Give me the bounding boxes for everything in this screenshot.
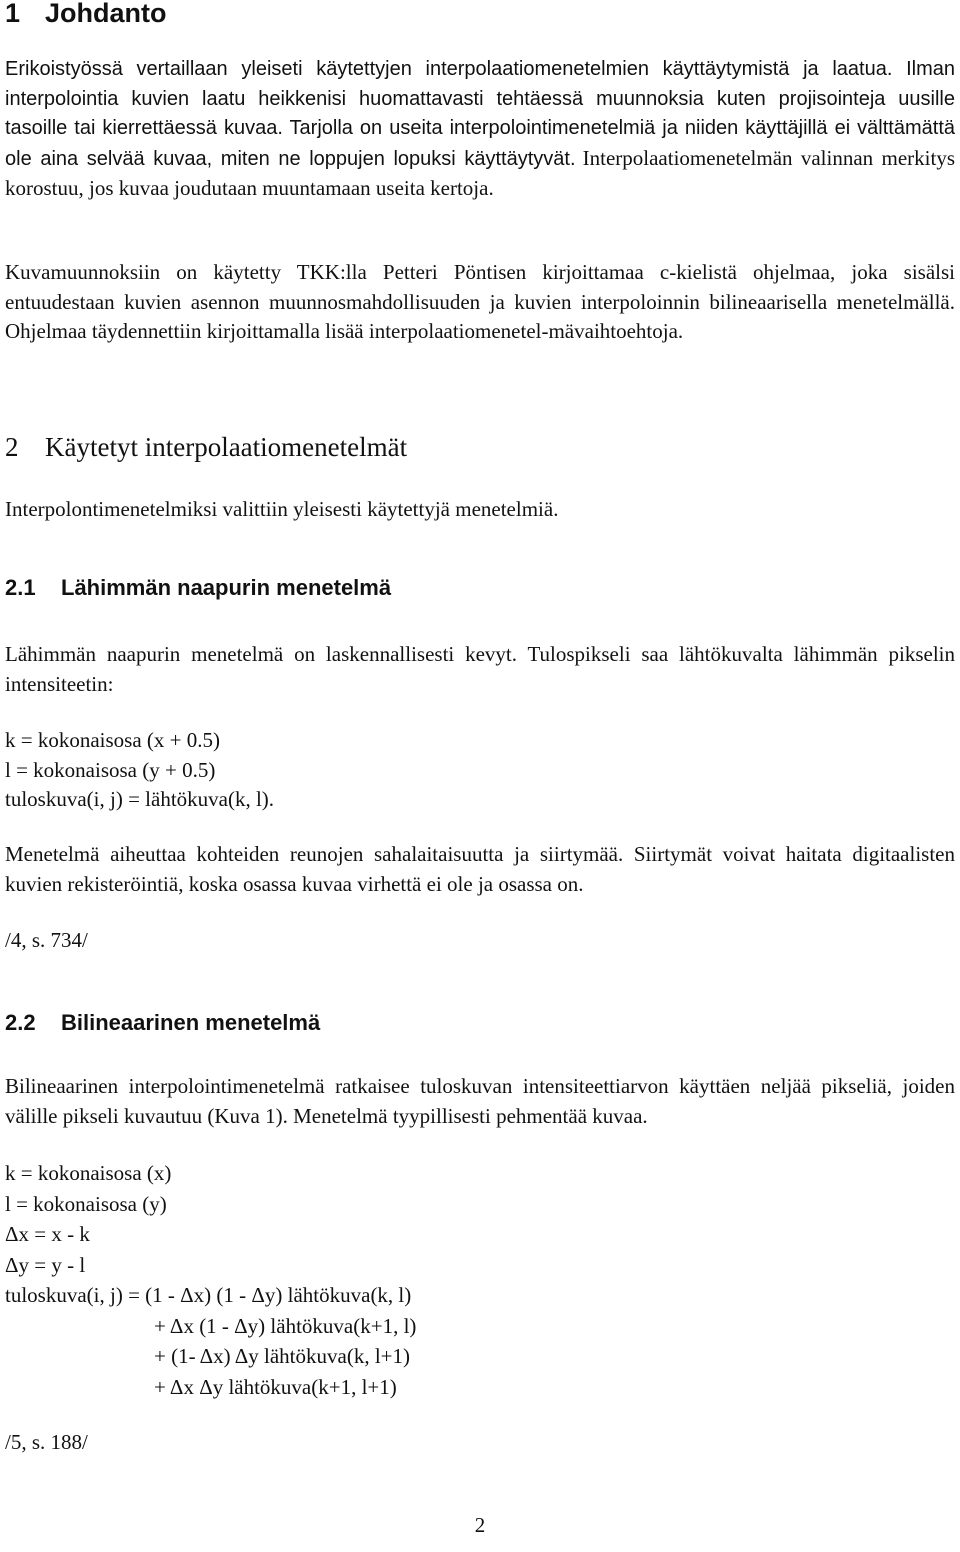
section-2-1-paragraph-1: Lähimmän naapurin menetelmä on laskennallisesti kevyt. Tulospikseli saa lähtökuvalta lähimmän pikselin intensiteetin: (5, 642, 955, 696)
section-2-2-heading (5, 1008, 955, 1038)
section-1-paragraph-1 (5, 55, 955, 204)
section-2-1-title: Lähimmän naapurin menetelmä (61, 575, 392, 600)
formula-line: l = kokonaisosa (y + 0.5) (5, 757, 216, 782)
section-2-2-title: Bilineaarinen menetelmä (61, 1010, 321, 1035)
section-2-heading (5, 432, 955, 462)
formula-line: l = kokonaisosa (y) (5, 1191, 167, 1216)
formula-line: Δx = x - k (5, 1222, 90, 1246)
section-1-paragraph-1-part-a: Erikoistyössä vertaillaan yleiseti käytettyjen interpolaatiomenetelmien käyttäytymistä ja laatua. Ilman interpolointia kuvien laatu heikkenisi huomattavasti tehtäessä muunnoksia kuten projisointeja uusille tasoille tai kierrettäessä kuvaa. Tarjolla on useita interpolointimenetelmiä ja niiden käyttäjillä ei välttämättä ole aina selvää kuvaa, miten ne loppujen lopuksi käyttäytyvät. (5, 58, 955, 170)
section-2-number: 2 (5, 432, 19, 462)
section-2-2-reference: /5, s. 188/ (5, 1430, 88, 1454)
section-2-1-reference: /4, s. 734/ (5, 928, 88, 952)
section-2-1-paragraph-2: Menetelmä aiheuttaa kohteiden reunojen sahalaitaisuutta ja siirtymää. Siirtymät voivat haitata digitaalisten kuvien rekisteröintiä, koska osassa kuvaa virhettä ei ole ja osassa on. (5, 842, 955, 896)
formula-line: k = kokonaisosa (x) (5, 1161, 172, 1185)
section-1-heading (5, 0, 955, 28)
section-2-title: Käytetyt interpolaatiomenetelmät (45, 432, 408, 462)
formula-line: tuloskuva(i, j) = (1 - Δx) (1 - Δy) lähtökuva(k, l) (5, 1283, 412, 1307)
section-1-title: Johdanto (45, 0, 167, 28)
formula-continuation-line: + Δx (1 - Δy) lähtökuva(k+1, l) (154, 1313, 417, 1338)
section-1-paragraph-1-part-b: Interpolaatiomenetelmän valinnan merkitys korostuu, jos kuvaa joudutaan muuntamaan useita kertoja. (5, 145, 955, 200)
section-1-paragraph-2: Kuvamuunnoksiin on käytetty TKK:lla Petteri Pöntisen kirjoittamaa c-kielistä ohjelmaa, joka sisälsi entuudestaan kuvien asennon muunnosmahdollisuuden ja kuvien interpoloinnin bilineaarisella menetelmällä. Ohjelmaa täydennettiin kirjoittamalla lisää interpolaatiomenetel-mävaihtoehtoja. (5, 260, 955, 343)
section-1-number: 1 (5, 0, 21, 28)
page-number: 2 (474, 1513, 486, 1537)
section-2-2-formula (5, 1158, 955, 1402)
section-2-1-heading (5, 573, 955, 603)
section-2-intro: Interpolontimenetelmiksi valittiin yleisesti käytettyjä menetelmiä. (5, 497, 559, 521)
section-2-2-paragraph-1: Bilineaarinen interpolointimenetelmä ratkaisee tuloskuvan intensiteettiarvon käyttäen neljää pikseliä, joiden välille pikseli kuvautuu (Kuva 1). Menetelmä tyypillisesti pehmentää kuvaa. (5, 1074, 955, 1128)
formula-line: Δy = y - l (5, 1252, 86, 1277)
formula-line: tuloskuva(i, j) = lähtökuva(k, l). (5, 787, 275, 811)
section-2-1-formula (5, 726, 955, 815)
section-2-1-number: 2.1 (5, 575, 36, 600)
formula-continuation-line: + (1- Δx) Δy lähtökuva(k, l+1) (154, 1344, 410, 1368)
formula-line: k = kokonaisosa (x + 0.5) (5, 728, 220, 752)
formula-continuation-line: + Δx Δy lähtökuva(k+1, l+1) (154, 1374, 397, 1399)
section-2-2-number: 2.2 (5, 1010, 36, 1035)
